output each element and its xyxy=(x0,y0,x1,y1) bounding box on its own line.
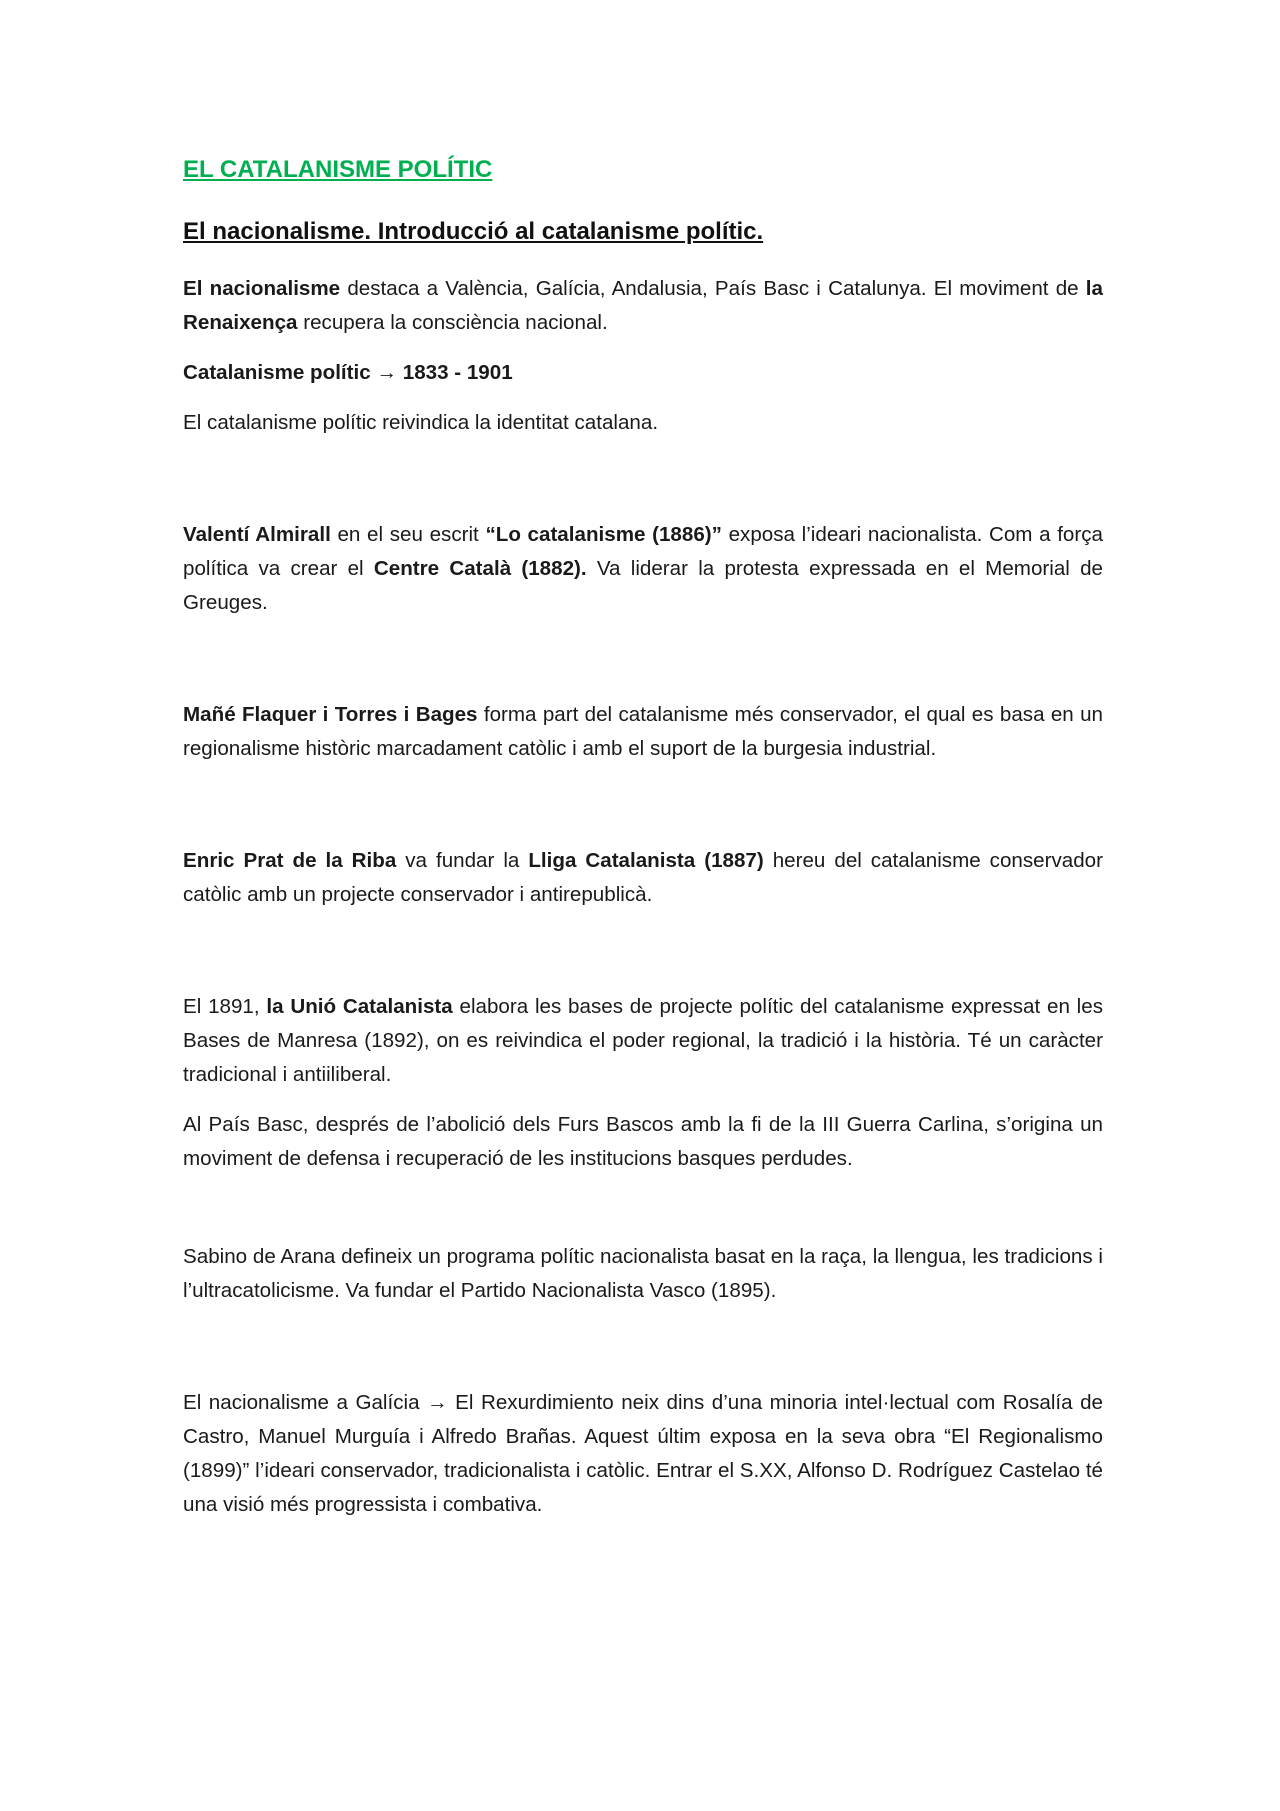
text-run: va fundar la xyxy=(396,849,529,872)
document-body xyxy=(183,150,1103,1538)
bold-term: “Lo catalanisme (1886)” xyxy=(485,523,722,546)
text-run: Va liderar la protesta expressada en el Memorial de Greuges. xyxy=(183,557,1103,614)
bold-term: Lliga Catalanista (1887) xyxy=(528,849,764,872)
bold-term: la Unió Catalanista xyxy=(266,995,453,1018)
text-run: Al País Basc, després de l’abolició dels Furs Bascos amb la fi de la III Guerra Carlina, s’origina un moviment de defensa i recuperació de les institucions basques perdudes. xyxy=(183,1113,1103,1170)
spacer xyxy=(183,928,1103,990)
text-run: forma part del catalanisme més conservador, el qual es basa en un regionalisme històric marcadament catòlic i amb el suport de la burgesia industrial. xyxy=(183,703,1104,760)
bold-term: Enric Prat de la Riba xyxy=(183,849,397,872)
spacer xyxy=(183,636,1103,698)
bold-term: Mañé Flaquer i Torres i Bages xyxy=(183,703,478,726)
text-run: elabora les bases de projecte polític del catalanisme expressat en les Bases de Manresa (1892), on es reivindica el poder regional, la tradició i la història. Té un caràcter tradicional i antiiliberal. xyxy=(183,995,1103,1086)
text-run: exposa l’ideari nacionalista. Com a força política va crear el xyxy=(183,523,1103,580)
text-run: recupera la consciència nacional. xyxy=(297,311,608,334)
arrow-right-icon: → xyxy=(376,361,398,384)
bold-term: 1833 - 1901 xyxy=(397,361,513,384)
spacer xyxy=(183,782,1103,844)
bold-term: la Renaixença xyxy=(183,277,1103,334)
paragraph-mane-flaquer xyxy=(183,698,1103,766)
text-run: El catalanisme polític reivindica la identitat catalana. xyxy=(183,411,659,434)
bold-term: Centre Català (1882). xyxy=(373,557,587,580)
bold-term: El nacionalisme xyxy=(183,277,341,300)
paragraph-galicia xyxy=(183,1386,1103,1522)
paragraph-identitat xyxy=(183,406,1103,440)
text-run: en el seu escrit xyxy=(330,523,486,546)
paragraph-catalanisme-dates xyxy=(183,356,1103,390)
paragraph-almirall xyxy=(183,518,1103,620)
spacer xyxy=(183,1324,1103,1386)
document-title: EL CATALANISME POLÍTIC xyxy=(183,156,493,183)
paragraph-prat-de-la-riba xyxy=(183,844,1103,912)
spacer xyxy=(183,1192,1103,1240)
arrow-right-icon: → xyxy=(427,1391,448,1414)
bold-term: Valentí Almirall xyxy=(183,523,331,546)
section-heading: El nacionalisme. Introducció al catalanisme polític. xyxy=(183,218,764,245)
text-run: El 1891, xyxy=(183,995,267,1018)
bold-term: Catalanisme polític xyxy=(183,361,377,384)
text-run: El nacionalisme a Galícia xyxy=(183,1391,428,1414)
text-run: hereu del catalanisme conservador catòlic amb un projecte conservador i antirepublicà. xyxy=(183,849,1103,906)
text-run: Sabino de Arana defineix un programa polític nacionalista basat en la raça, la llengua, les tradicions i l’ultracatolicisme. Va fundar el Partido Nacionalista Vasco (1895). xyxy=(183,1245,1103,1302)
paragraph-pais-basc xyxy=(183,1108,1103,1176)
paragraph-unio-catalanista xyxy=(183,990,1103,1092)
text-run: El Rexurdimiento neix dins d’una minoria intel·lectual com Rosalía de Castro, Manuel Murguía i Alfredo Brañas. Aquest últim exposa en la seva obra “El Regionalismo (1899)” l’ideari conservador, tradicionalista i catòlic. Entrar el S.XX, Alfonso D. Rodríguez Castelao té una visió més progressista i combativa. xyxy=(183,1391,1103,1516)
text-run: destaca a València, Galícia, Andalusia, País Basc i Catalunya. El moviment de xyxy=(340,277,1086,300)
spacer xyxy=(183,456,1103,518)
paragraph-sabino-arana xyxy=(183,1240,1103,1308)
paragraph-nacionalisme xyxy=(183,272,1103,340)
